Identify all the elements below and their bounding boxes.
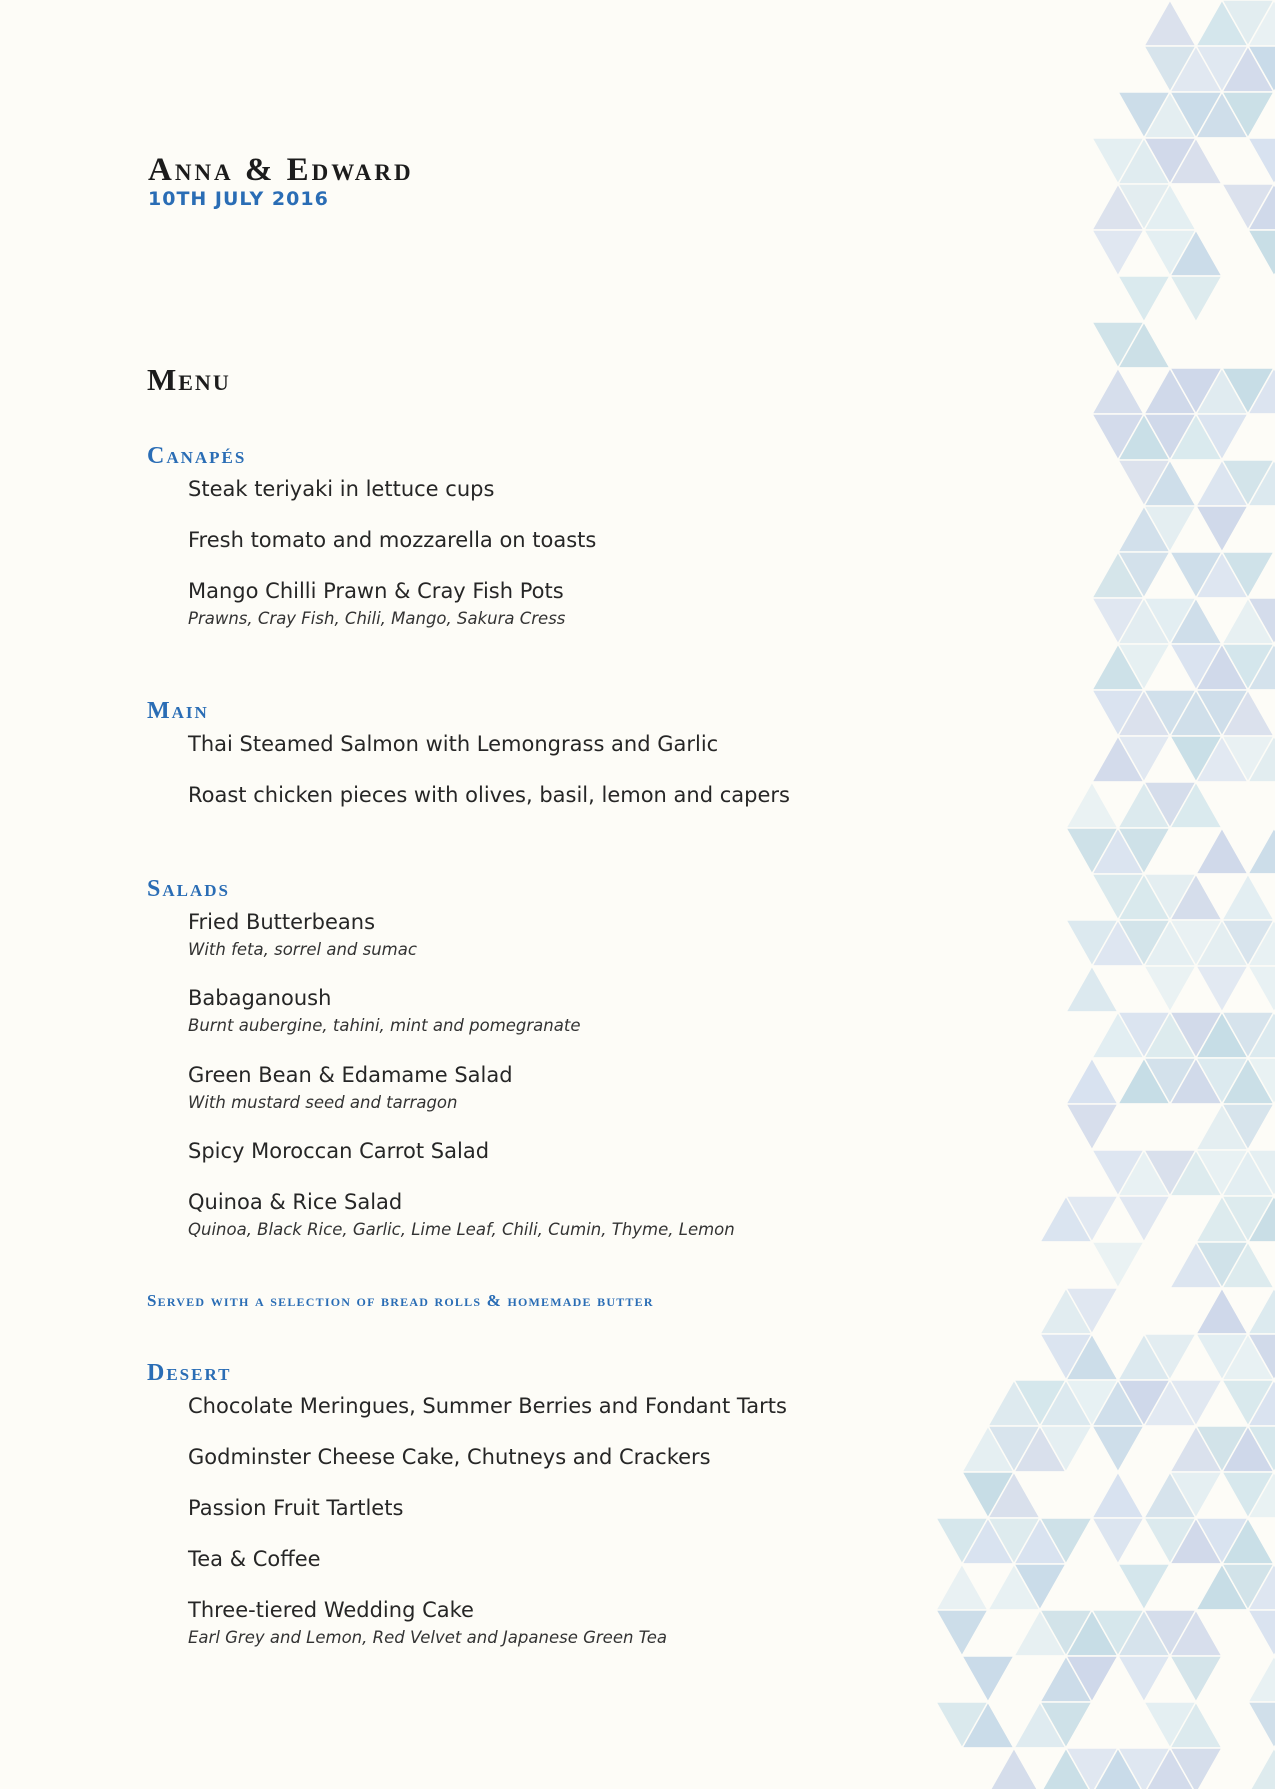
menu-item-description: With feta, sorrel and sumac [188, 940, 417, 959]
menu-item: Mango Chilli Prawn & Cray Fish Pots [188, 579, 564, 603]
couple-names: Anna & Edward [148, 152, 414, 188]
menu-item: Babaganoush [188, 986, 332, 1010]
menu-item: Thai Steamed Salmon with Lemongrass and Garlic [188, 732, 719, 756]
menu-item-description: With mustard seed and tarragon [188, 1093, 458, 1112]
menu-item: Fresh tomato and mozzarella on toasts [188, 528, 597, 552]
bread-note: Served with a selection of bread rolls & homemade butter [147, 1291, 654, 1310]
menu-title: Menu [147, 362, 231, 397]
menu-item: Godminster Cheese Cake, Chutneys and Crackers [188, 1445, 711, 1469]
menu-item: Fried Butterbeans [188, 910, 376, 934]
section-heading-main: Main [147, 698, 209, 724]
wedding-date: 10TH JULY 2016 [148, 188, 329, 210]
menu-item: Chocolate Meringues, Summer Berries and Fondant Tarts [188, 1394, 787, 1418]
menu-item: Quinoa & Rice Salad [188, 1190, 403, 1214]
menu-item-description: Earl Grey and Lemon, Red Velvet and Japanese Green Tea [188, 1628, 667, 1647]
menu-item: Spicy Moroccan Carrot Salad [188, 1139, 490, 1163]
menu-item: Green Bean & Edamame Salad [188, 1063, 513, 1087]
section-heading-canapes: Canapés [147, 443, 247, 469]
menu-item-description: Burnt aubergine, tahini, mint and pomegranate [188, 1016, 581, 1035]
menu-item: Passion Fruit Tartlets [188, 1496, 404, 1520]
section-heading-desert: Desert [147, 1360, 232, 1386]
menu-item-description: Prawns, Cray Fish, Chili, Mango, Sakura Cress [188, 609, 566, 628]
menu-item-description: Quinoa, Black Rice, Garlic, Lime Leaf, Chili, Cumin, Thyme, Lemon [188, 1220, 735, 1239]
menu-item: Tea & Coffee [188, 1547, 321, 1571]
menu-item: Roast chicken pieces with olives, basil, lemon and capers [188, 783, 790, 807]
menu-item: Steak teriyaki in lettuce cups [188, 477, 495, 501]
section-heading-salads: Salads [147, 876, 230, 902]
menu-item: Three-tiered Wedding Cake [188, 1598, 474, 1622]
